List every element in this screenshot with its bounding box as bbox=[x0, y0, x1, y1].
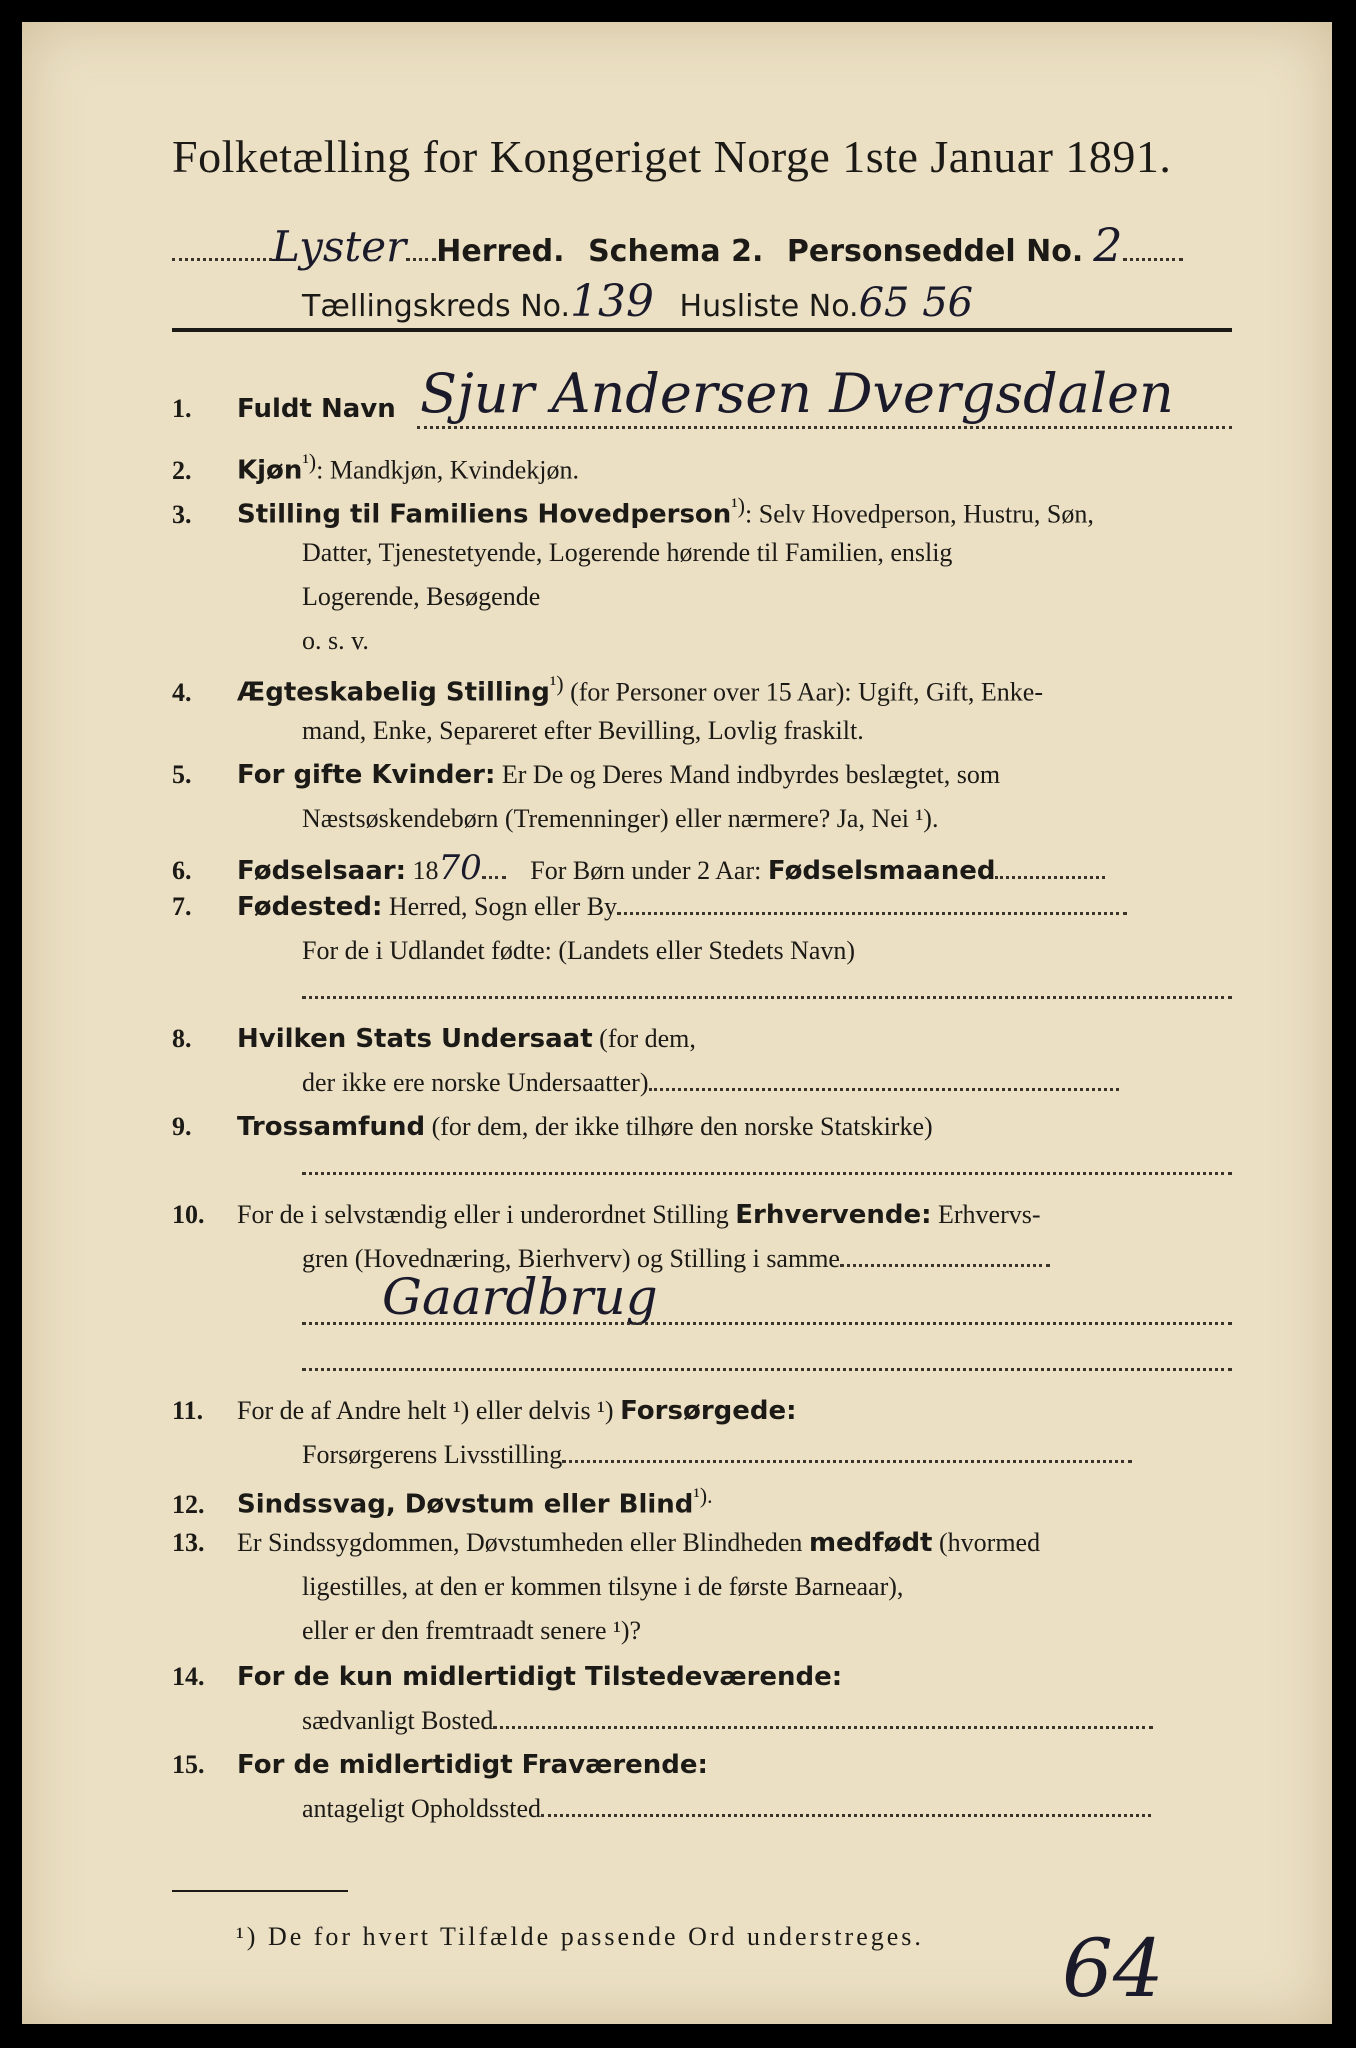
item-line-text: Forsørgerens Livsstilling bbox=[302, 1440, 563, 1469]
dotted-line bbox=[302, 1172, 1232, 1175]
item-number: 12. bbox=[172, 1489, 205, 1519]
footnote-mark: ¹) bbox=[731, 494, 746, 518]
item-5 bbox=[172, 760, 1000, 790]
item-text: : Mandkjøn, Kvindekjøn. bbox=[316, 455, 580, 485]
footnote-mark: ¹). bbox=[693, 1484, 713, 1508]
personseddel-value: 2 bbox=[1093, 218, 1123, 272]
item-line-text: der ikke ere norske Undersaatter) bbox=[302, 1068, 649, 1097]
item-line-text: gren (Hovednæring, Bierhverv) og Stilling i samme bbox=[302, 1244, 840, 1273]
item-label: Kjøn bbox=[237, 455, 303, 486]
item-text: Er De og Deres Mand indbyrdes beslægtet, som bbox=[501, 760, 1001, 789]
item-line bbox=[302, 1794, 1151, 1824]
item-label: Erhvervende: bbox=[735, 1200, 932, 1230]
item-number: 1. bbox=[172, 394, 192, 423]
item-label: Stilling til Familiens Hovedperson bbox=[237, 499, 732, 530]
item-number: 9. bbox=[172, 1112, 192, 1141]
item-label: Hvilken Stats Undersaat bbox=[237, 1024, 593, 1054]
dotted-line bbox=[417, 426, 1232, 429]
item-7 bbox=[172, 892, 1127, 922]
item-14 bbox=[172, 1662, 842, 1692]
item-label: For de kun midlertidigt Tilstedeværende: bbox=[237, 1662, 843, 1692]
item-9 bbox=[172, 1112, 933, 1142]
item-line: eller er den fremtraadt senere ¹)? bbox=[302, 1616, 642, 1645]
dotted-line bbox=[302, 1368, 1232, 1371]
item-text: : Selv Hovedperson, Hustru, Søn, bbox=[745, 499, 1094, 529]
form-title: Folketælling for Kongeriget Norge 1ste Januar 1891. bbox=[172, 131, 1172, 182]
item-text: For de i selvstændig eller i underordnet Stilling bbox=[237, 1200, 729, 1229]
dotted-line bbox=[302, 1322, 1232, 1325]
item-number: 7. bbox=[172, 892, 192, 921]
item-3 bbox=[172, 494, 1094, 530]
item-label: medfødt bbox=[808, 1528, 933, 1558]
taellingskreds-line bbox=[302, 276, 973, 327]
item-number: 10. bbox=[172, 1200, 205, 1229]
occupation-value: Gaardbrug bbox=[382, 1268, 658, 1326]
item-2 bbox=[172, 450, 579, 486]
item-1 bbox=[172, 394, 396, 424]
schema-label: Schema 2. bbox=[588, 234, 764, 269]
footnote-mark: ¹) bbox=[549, 672, 564, 696]
item-text: Er Sindssygdommen, Døvstumheden eller Blindheden bbox=[237, 1528, 803, 1557]
taellingskreds-label: Tællingskreds No. bbox=[302, 289, 570, 324]
item-line-text: antageligt Opholdssted bbox=[302, 1794, 542, 1823]
husliste-label: Husliste No. bbox=[679, 289, 859, 324]
item-label: Ægteskabelig Stilling bbox=[237, 677, 550, 708]
item-line: o. s. v. bbox=[302, 626, 369, 655]
item-line: Datter, Tjenestetyende, Logerende hørende til Familien, enslig bbox=[302, 538, 953, 567]
item-6 bbox=[172, 848, 1105, 888]
herred-line bbox=[172, 218, 1183, 272]
item-label: Forsørgede: bbox=[620, 1396, 797, 1426]
item-number: 2. bbox=[172, 455, 192, 485]
footnote-rule bbox=[172, 1890, 348, 1892]
personseddel-label: Personseddel No. bbox=[786, 234, 1084, 269]
item-label: Fødested: bbox=[237, 892, 383, 922]
item-line bbox=[302, 1068, 1119, 1098]
item-line: For de i Udlandet fødte: (Landets eller Stedets Navn) bbox=[302, 936, 856, 965]
item-label: Sindssvag, Døvstum eller Blind bbox=[237, 1489, 694, 1520]
item-label: For de midlertidigt Fraværende: bbox=[237, 1750, 708, 1780]
birth-year-value: 70 bbox=[438, 848, 482, 888]
item-label: Fuldt Navn bbox=[237, 394, 396, 424]
item-11 bbox=[172, 1396, 797, 1426]
item-label: For gifte Kvinder: bbox=[237, 760, 496, 790]
item-13 bbox=[172, 1528, 1040, 1558]
footnote: ¹) De for hvert Tilfælde passende Ord understreges. bbox=[236, 1922, 924, 1951]
item-text: (for dem, der ikke tilhøre den norske Statskirke) bbox=[431, 1112, 933, 1141]
item-text: (for dem, bbox=[599, 1024, 696, 1053]
item-text: For de af Andre helt ¹) eller delvis ¹) bbox=[237, 1396, 614, 1425]
item-4 bbox=[172, 672, 1043, 708]
item-number: 3. bbox=[172, 499, 192, 529]
herred-value: Lyster bbox=[272, 222, 407, 271]
item-number: 6. bbox=[172, 856, 192, 885]
item-text: (for Personer over 15 Aar): Ugift, Gift, Enke- bbox=[570, 677, 1043, 707]
item-label: Fødselsaar: bbox=[237, 856, 406, 886]
item-text: Erhvervs- bbox=[938, 1200, 1041, 1229]
item-line bbox=[302, 1440, 1132, 1470]
item-text: (hvormed bbox=[939, 1528, 1041, 1557]
item-12 bbox=[172, 1484, 713, 1520]
item-label: Fødselsmaaned bbox=[767, 856, 996, 886]
item-text: Herred, Sogn eller By bbox=[388, 892, 618, 921]
item-10 bbox=[172, 1200, 1041, 1230]
full-name-value: Sjur Andersen Dvergsdalen bbox=[420, 362, 1174, 425]
item-number: 4. bbox=[172, 677, 192, 707]
item-text: For Børn under 2 Aar: bbox=[530, 856, 762, 885]
husliste-value: 65 56 bbox=[858, 280, 974, 326]
item-number: 8. bbox=[172, 1024, 192, 1053]
item-number: 15. bbox=[172, 1750, 205, 1779]
item-number: 5. bbox=[172, 760, 192, 789]
item-line: ligestilles, at den er kommen tilsyne i de første Barneaar), bbox=[302, 1572, 904, 1601]
item-label: Trossamfund bbox=[237, 1112, 426, 1142]
item-8 bbox=[172, 1024, 696, 1054]
item-line: mand, Enke, Separeret efter Bevilling, Lovlig fraskilt. bbox=[302, 716, 864, 745]
herred-label: Herred. bbox=[436, 234, 565, 269]
dotted-line bbox=[302, 996, 1232, 999]
taellingskreds-value: 139 bbox=[570, 276, 654, 327]
page-number: 64 bbox=[1062, 1922, 1164, 2015]
item-number: 11. bbox=[172, 1396, 204, 1425]
item-line: Logerende, Besøgende bbox=[302, 582, 541, 611]
census-form-page bbox=[22, 22, 1332, 2024]
item-number: 13. bbox=[172, 1528, 205, 1557]
item-line: Næstsøskendebørn (Tremenninger) eller nærmere? Ja, Nei ¹). bbox=[302, 804, 939, 833]
item-line bbox=[302, 1706, 1153, 1736]
footnote-mark: ¹) bbox=[302, 450, 317, 474]
header-rule bbox=[172, 328, 1232, 332]
item-number: 14. bbox=[172, 1662, 205, 1691]
item-15 bbox=[172, 1750, 708, 1780]
item-line-text: sædvanligt Bosted bbox=[302, 1706, 494, 1735]
birth-year-prefix: 18 bbox=[412, 856, 439, 885]
